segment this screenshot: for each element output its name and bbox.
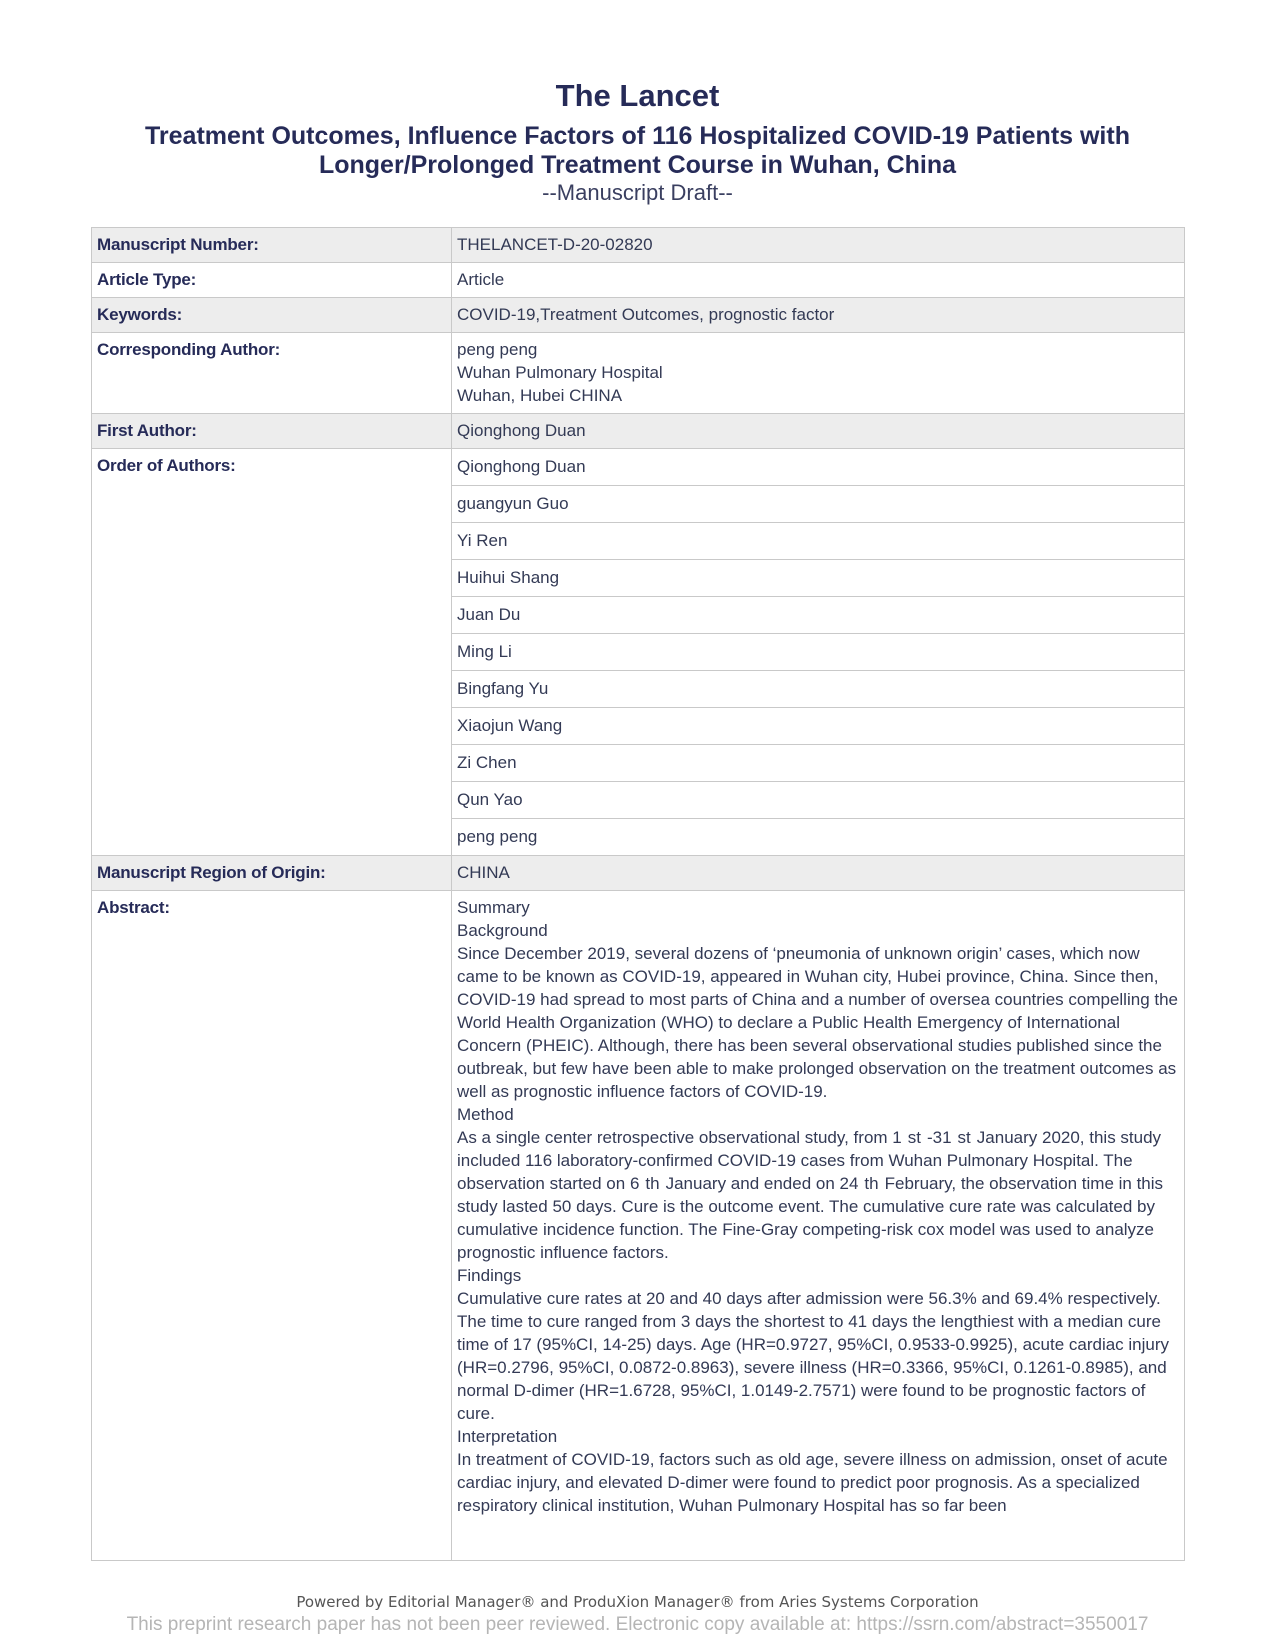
label-abstract: Abstract:: [92, 891, 452, 1561]
row-article-type: [92, 263, 1185, 298]
abstract-findings-heading: Findings: [457, 1266, 522, 1285]
label-region-of-origin: Manuscript Region of Origin:: [92, 856, 452, 891]
method-sup-4: th: [864, 1174, 879, 1193]
method-text-part-1: As a single center retrospective observational study, from 1: [457, 1128, 902, 1147]
abstract-method-heading: Method: [457, 1105, 514, 1124]
value-first-author: Qionghong Duan: [452, 414, 1185, 449]
label-manuscript-number: Manuscript Number:: [92, 228, 452, 263]
value-corresponding-author: [452, 333, 1185, 414]
row-abstract: [92, 891, 1185, 1561]
abstract-interpretation-heading: Interpretation: [457, 1427, 558, 1446]
method-sup-3: th: [645, 1174, 660, 1193]
document-header: [0, 78, 1275, 206]
method-text-part-5: February, the observation time in this study lasted 50 days. Cure is the outcome event. The cumulative cure rate was calculated by cumulative incidence function. The Fine-Gray competing-risk cox model was used to analyze prognostic influence factors.: [457, 1174, 1164, 1262]
method-sup-2: st: [957, 1128, 971, 1147]
value-abstract: [452, 891, 1185, 1561]
abstract-findings-text: Cumulative cure rates at 20 and 40 days after admission were 56.3% and 69.4% respectively. The time to cure ranged from 3 days the shortest to 41 days the lengthiest with a median cure time of 17 (95%CI, 14-25) days. Age (HR=0.9727, 95%CI, 0.9533-0.9925), acute cardiac injury (HR=0.2796, 95%CI, 0.0872-0.8963), severe illness (HR=0.3366, 95%CI, 0.1261-0.8985), and normal D-dimer (HR=1.6728, 95%CI, 1.0149-2.7571) were found to be prognostic factors of cure.: [457, 1289, 1170, 1423]
value-article-type: Article: [452, 263, 1185, 298]
method-text-part-2: -31: [926, 1128, 952, 1147]
author-10: Qun Yao: [452, 782, 1184, 819]
label-first-author: First Author:: [92, 414, 452, 449]
label-order-of-authors: Order of Authors:: [92, 449, 452, 856]
label-article-type: Article Type:: [92, 263, 452, 298]
manuscript-title: [0, 122, 1275, 180]
author-11: peng peng: [457, 827, 538, 846]
title-line-1: Treatment Outcomes, Influence Factors of 116 Hospitalized COVID-19 Patients with: [145, 122, 1130, 150]
manuscript-info-table: [91, 227, 1185, 1561]
abstract-background-text: Since December 2019, several dozens of ‘pneumonia of unknown origin’ cases, which now came to be known as COVID-19, appeared in Wuhan city, Hubei province, China. Since then, COVID-19 had spread to most parts of China and a number of oversea countries compelling the World Health Organization (WHO) to declare a Public Health Emergency of International Concern (PHEIC). Although, there has been several observational studies published since the outbreak, but few have been able to make prolonged observation on the treatment outcomes as well as prognostic influence factors of COVID-19.: [457, 944, 1178, 1101]
abstract-method-text: [457, 1126, 1179, 1264]
row-corresponding-author: [92, 333, 1185, 414]
draft-label: --Manuscript Draft--: [542, 180, 733, 205]
row-first-author: [92, 414, 1185, 449]
author-1: Qionghong Duan: [452, 449, 1184, 486]
author-7: Bingfang Yu: [452, 671, 1184, 708]
value-order-of-authors: [452, 449, 1185, 856]
label-corresponding-author: Corresponding Author:: [92, 333, 452, 414]
author-8: Xiaojun Wang: [452, 708, 1184, 745]
author-2: guangyun Guo: [452, 486, 1184, 523]
corresponding-author-location: Wuhan, Hubei CHINA: [457, 386, 623, 405]
row-order-of-authors: [92, 449, 1185, 856]
method-text-part-4: January and ended on 24: [665, 1174, 859, 1193]
corresponding-author-institution: Wuhan Pulmonary Hospital: [457, 363, 663, 382]
value-manuscript-number: THELANCET-D-20-02820: [452, 228, 1185, 263]
value-keywords: COVID-19,Treatment Outcomes, prognostic factor: [452, 298, 1185, 333]
author-4: Huihui Shang: [452, 560, 1184, 597]
row-keywords: [92, 298, 1185, 333]
row-region-of-origin: [92, 856, 1185, 891]
value-region-of-origin: CHINA: [452, 856, 1185, 891]
method-sup-1: st: [907, 1128, 921, 1147]
abstract-summary-heading: Summary: [457, 898, 530, 917]
title-line-2: Longer/Prolonged Treatment Course in Wuhan, China: [318, 151, 957, 179]
corresponding-author-name: peng peng: [457, 340, 538, 359]
row-manuscript-number: [92, 228, 1185, 263]
author-5: Juan Du: [452, 597, 1184, 634]
powered-by-footer: Powered by Editorial Manager® and ProduXion Manager® from Aries Systems Corporation: [296, 1593, 979, 1611]
method-text-part-3: January 2020, this study included 116 laboratory-confirmed COVID-19 cases from Wuhan Pulmonary Hospital. The observation started on 6: [457, 1128, 1162, 1193]
abstract-background-heading: Background: [457, 921, 548, 940]
abstract-interpretation-text: In treatment of COVID-19, factors such as old age, severe illness on admission, onset of acute cardiac injury, and elevated D-dimer were found to predict poor prognosis. As a specialized respiratory clinical institution, Wuhan Pulmonary Hospital has so far been: [457, 1450, 1168, 1515]
author-3: Yi Ren: [452, 523, 1184, 560]
label-keywords: Keywords:: [92, 298, 452, 333]
author-6: Ming Li: [452, 634, 1184, 671]
author-9: Zi Chen: [452, 745, 1184, 782]
preprint-notice[interactable]: This preprint research paper has not been peer reviewed. Electronic copy available at: https://ssrn.com/abstract=3550017: [126, 1614, 1149, 1635]
journal-name: The Lancet: [555, 78, 720, 113]
